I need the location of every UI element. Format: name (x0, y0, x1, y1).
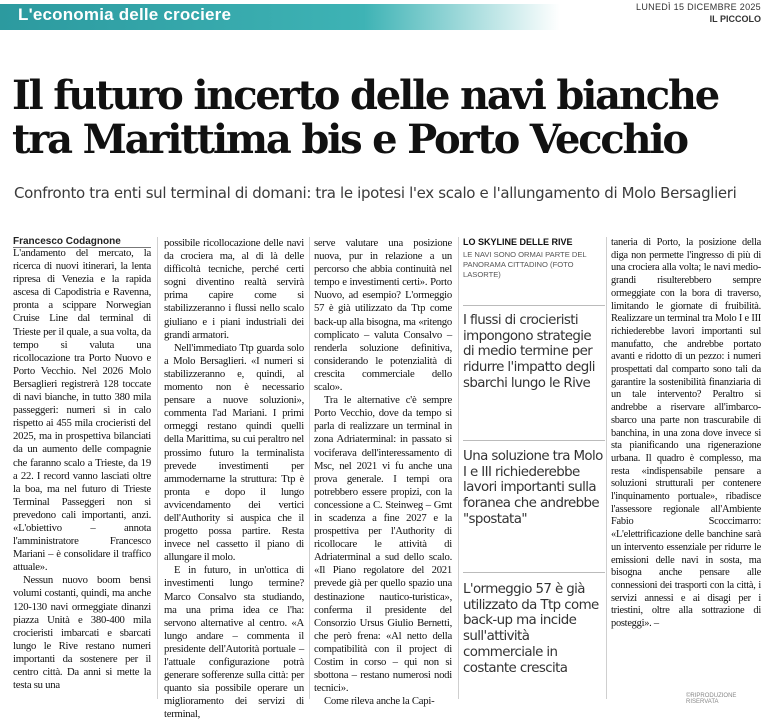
pull-quote-1: I flussi di crocieristi impongono strategie di medio termine per ridurre l'impatto degli sbarchi lungo le Rive (463, 313, 595, 391)
paragraph: Tra le alternative c'è sempre Porto Vecchio, dove da tempo si parla di realizzare un terminal in zona Adriaterminal: in passato si vociferava dell'interessamento di Msc, nel 2021 vi fu anche una prova generale. I tempi ora potrebbero essere propizi, con la concessione a C. Steinweg – Gmt in scadenza a fine 2027 e la prospettiva per l'Authority di ricollocare le attività di Adriaterminal a sud dello scalo. «Il Piano regolatore del 2021 prevede già per quello spazio una destinazione nautico-turistica», conferma il presidente del Consorzio Ursus Giulio Bernetti, che però frena: «Al netto della compatibilità con il project di Costim in corso – qui non si sbottona – restano numerosi nodi tecnici». (314, 394, 452, 695)
paragraph: taneria di Porto, la posizione della diga non permette l'ingresso di più di una crociera alla volta; le navi medio-grandi risulterebbero sempre ormeggiate con la bora di traverso, limitando le giornate di fruibilità. Realizzare un terminal tra Molo I e III richiederebbe lavori importanti sul manufatto, che andrebbe portato avanti e ridotto di un pezzo: i numeri prospettati dal comparto sono tali da garantire la sostenibilità finanziaria di un tale intervento? Peraltro si andrebbe a riservare all'imbarco-sbarco una parte non trascurabile di banchina, in una zona dove invece si sta pianificando una rigenerazione urbana. Il quadro è complesso, ma resta «indispensabile pensare a soluzioni strutturali per contenere l'inquinamento portuale», ribadisce l'assessore regionale all'Ambiente Fabio Scoccimarro: «L'elettrificazione delle banchine sarà un intervento essenziale per ridurre le emissioni delle navi in sosta, ma bisogna anche pensare alle connessioni dei trasporti con la città, i servizi annessi e ai disagi per i triestini, oltre alla sottrazione di posteggi». – (611, 237, 761, 630)
headline (12, 74, 762, 162)
subtitle: Confronto tra enti sul terminal di domani: tra le ipotesi l'ex scalo e l'allungamento di Molo Bersaglieri (14, 184, 737, 202)
author-byline: Francesco Codagnone (13, 236, 121, 247)
article-column-3 (314, 237, 452, 708)
paragraph: serve valutare una posizione nuova, pur in relazione a un percorso che abbia continuità nel tempo e investimenti certi». Porto Nuovo, ad esempio? L'ormeggio 57 è già utilizzato da Ttp come back-up alla bisogna, ma «ritengo complicato – valuta Consalvo – renderla soluzione definitiva, considerando le potenzialità di crescita commerciale dello scalo». (314, 237, 452, 394)
section-title: L'economia delle crociere (18, 5, 232, 24)
paragraph: E in futuro, in un'ottica di investimenti lungo termine? Marco Consalvo sta studiando, ma una prima idea ce l'ha: servono alternative al centro. «A lungo andare – commenta il presidente dell'Autorità portuale – l'attuale configurazione potrà generare sofferenze sulla città: per quanto sia possibile operare un miglioramento dei servizi di terminal, (164, 564, 304, 721)
copyright-notice: ©RIPRODUZIONE RISERVATA (686, 693, 737, 705)
paragraph: L'andamento del mercato, la ricerca di nuovi itinerari, la lenta ripresa di Venezia e la rapida ascesa di Capodistria e Ravenna, pronta a scippare Norwegian Cruise Line dal terminal di Trieste per il quale, a sua volta, da tempo si valuta una ricollocazione tra Porto Nuovo e Porto Vecchio. Nel 2026 Molo Bersaglieri registrerà 128 toccate di navi bianche, in tutto 380 mila passeggeri: numeri sì in calo rispetto ai 455 mila crocieristi del 2025, ma in prospettiva bilanciati da un aumento delle compagnie che faranno scalo a Trieste, da 19 a 22. I record vanno lasciati oltre la boa, ma nel futuro di Trieste Terminal Passeggeri non si prevedono cali importanti, anzi. «L'obiettivo – annota l'amministratore Francesco Mariani – è consolidare il traffico attuale». (13, 247, 151, 574)
article-column-5 (611, 237, 761, 631)
paragraph: Nessun nuovo boom bensì volumi costanti, quindi, ma anche 120-130 navi ormeggiate dinanzi piazza Unità e 380-400 mila crocieristi imbarcati e sbarcati lungo le Rive restano numeri importanti da sostenere per il centro città. Da anni si mette la testa su una (13, 574, 151, 692)
issue-date: LUNEDÌ 15 DICEMBRE 2025 (636, 2, 761, 12)
pull-quote-divider (463, 440, 605, 441)
photo-caption-box (463, 237, 605, 280)
pull-quote-divider (463, 305, 605, 306)
pull-quote-2: Una soluzione tra Molo I e III richiederebbe lavori importanti sulla foranea che andrebbe "spostata" (463, 449, 603, 527)
headline-line-2: tra Marittima bis e Porto Vecchio (12, 116, 687, 163)
pull-quote-divider (463, 572, 605, 573)
pull-quote-3: L'ormeggio 57 è già utilizzato da Ttp come back-up ma incide sull'attività commerciale in costante crescita (463, 582, 599, 676)
column-divider (309, 237, 310, 699)
column-divider (157, 237, 158, 699)
paragraph: Nell'immediato Ttp guarda solo a Molo Bersaglieri. «I numeri si stabilizzeranno e, quindi, al momento non è necessario pensare a nuove soluzioni», commenta l'ad Mariani. I primi ormeggi restano quindi quelli della Marittima, su cui peraltro nel prossimo futuro la terminalista prevede investimenti per ammodernarne la struttura: Ttp è pronta e dopo il lungo avvicendamento dei vertici dell'Authority si auspica che il progetto possa partire. Resta invece nel cassetto il piano di allungare il molo. (164, 341, 304, 564)
newspaper-name: IL PICCOLO (709, 14, 761, 24)
caption-title: LO SKYLINE DELLE RIVE (463, 237, 573, 247)
column-divider (606, 237, 607, 699)
paragraph: Come rileva anche la Capi- (324, 695, 435, 708)
paragraph: possibile ricollocazione delle navi da crociera ma, al di là delle difficoltà tecniche, perché certi sogni diventino realtà servirà prima capire come si stabilizzeranno i flussi nello scalo giuliano e i piani industriali dei grandi armatori. (164, 237, 304, 341)
column-divider (458, 237, 459, 699)
section-header (0, 0, 769, 33)
article-column-2 (164, 237, 304, 721)
article-column-1 (13, 247, 151, 692)
headline-line-1: Il futuro incerto delle navi bianche (12, 72, 718, 119)
caption-text: LE NAVI SONO ORMAI PARTE DEL PANORAMA CITTADINO (FOTO LASORTE) (463, 250, 587, 279)
